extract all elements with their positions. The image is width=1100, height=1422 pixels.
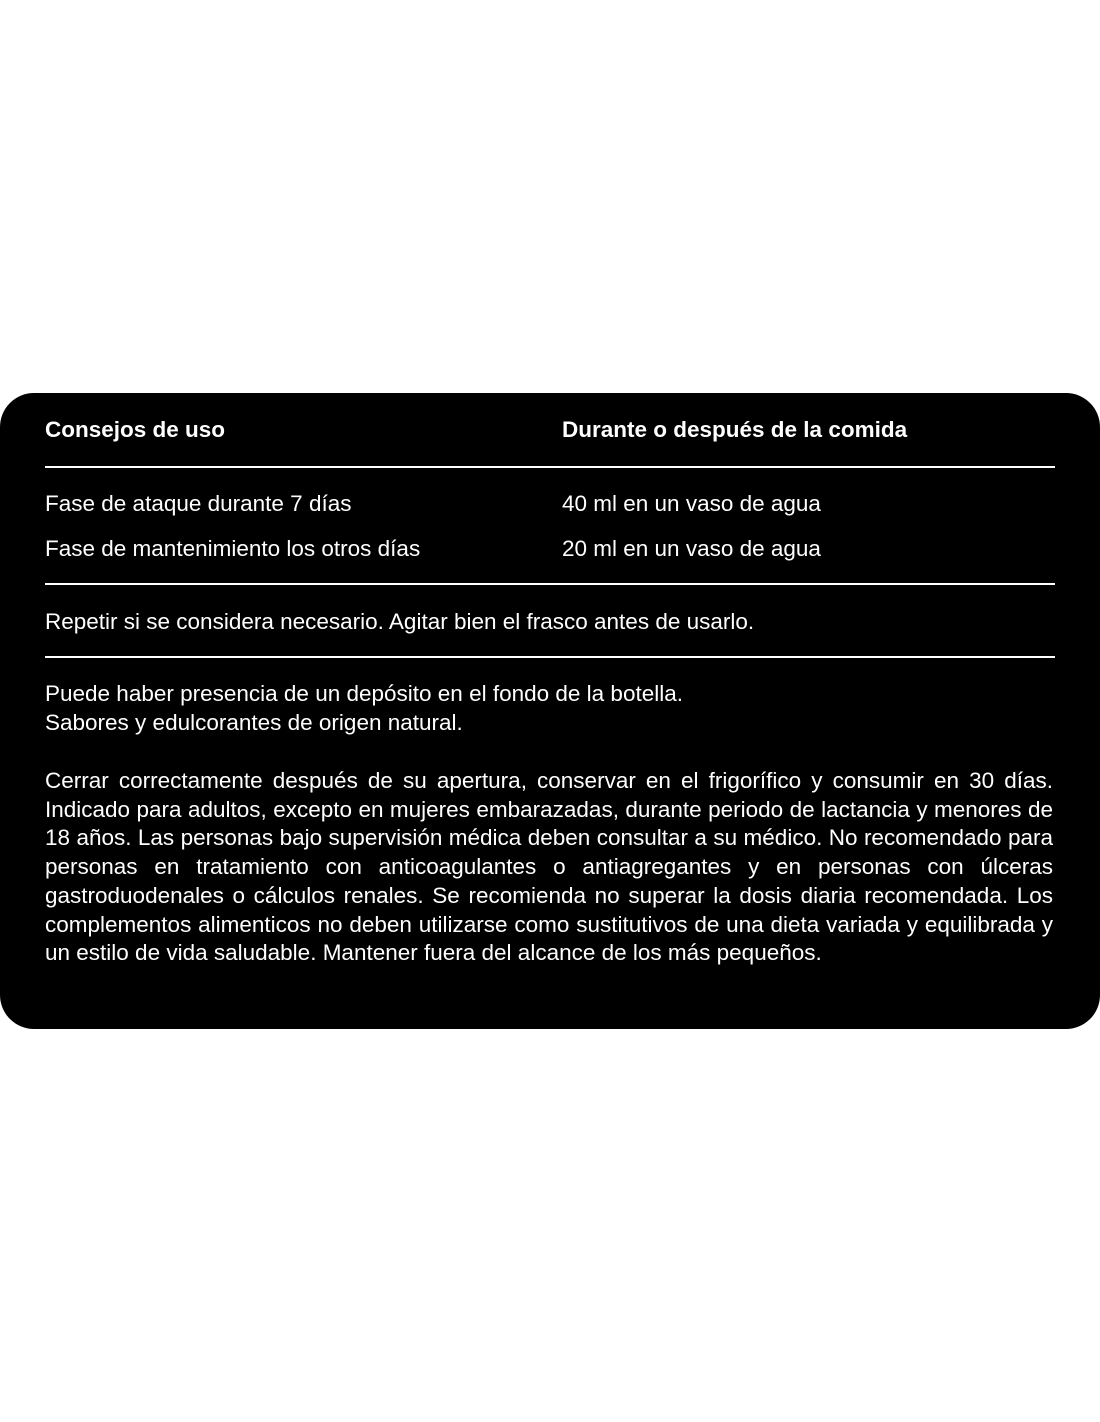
- header-left-label: Consejos de uso: [45, 417, 226, 442]
- dosage-amount: 20 ml en un vaso de agua: [562, 536, 821, 561]
- warning-paragraph: Cerrar correctamente después de su apertura, conservar en el frigorífico y consumir en 30 días. Indicado para adultos, excepto en mujeres embarazadas, durante periodo de lactancia y menores de 18 años. Las personas bajo supervisión médica deben consultar a su médico. No recomendado para personas en tratamiento con anticoagulantes o antiagregantes y en personas con úlceras gastroduodenales o cálculos renales. Se recomienda no superar la dosis diaria recomendada. Los complementos alimenticos no deben utilizarse como sustitutivos de una dieta variada y equilibrada y un estilo de vida saludable. Mantener fuera del alcance de los más pequeños.: [45, 768, 1053, 966]
- divider: [45, 583, 1055, 585]
- dosage-phase: Fase de mantenimiento los otros días: [45, 536, 421, 561]
- header-right-label: Durante o después de la comida: [562, 417, 908, 442]
- dosage-amount: 40 ml en un vaso de agua: [562, 491, 821, 516]
- usage-info-card: [0, 393, 1100, 1029]
- dosage-row: [45, 490, 1055, 518]
- repeat-note: Repetir si se considera necesario. Agitar bien el frasco antes de usarlo.: [45, 609, 755, 634]
- divider: [45, 466, 1055, 468]
- flavor-note: Sabores y edulcorantes de origen natural.: [45, 709, 463, 735]
- header-row: [45, 416, 1055, 444]
- divider: [45, 656, 1055, 658]
- dosage-phase: Fase de ataque durante 7 días: [45, 491, 352, 516]
- notes-paragraph: [45, 680, 1053, 737]
- dosage-row: [45, 535, 1055, 563]
- deposit-note: Puede haber presencia de un depósito en el fondo de la botella.: [45, 681, 683, 706]
